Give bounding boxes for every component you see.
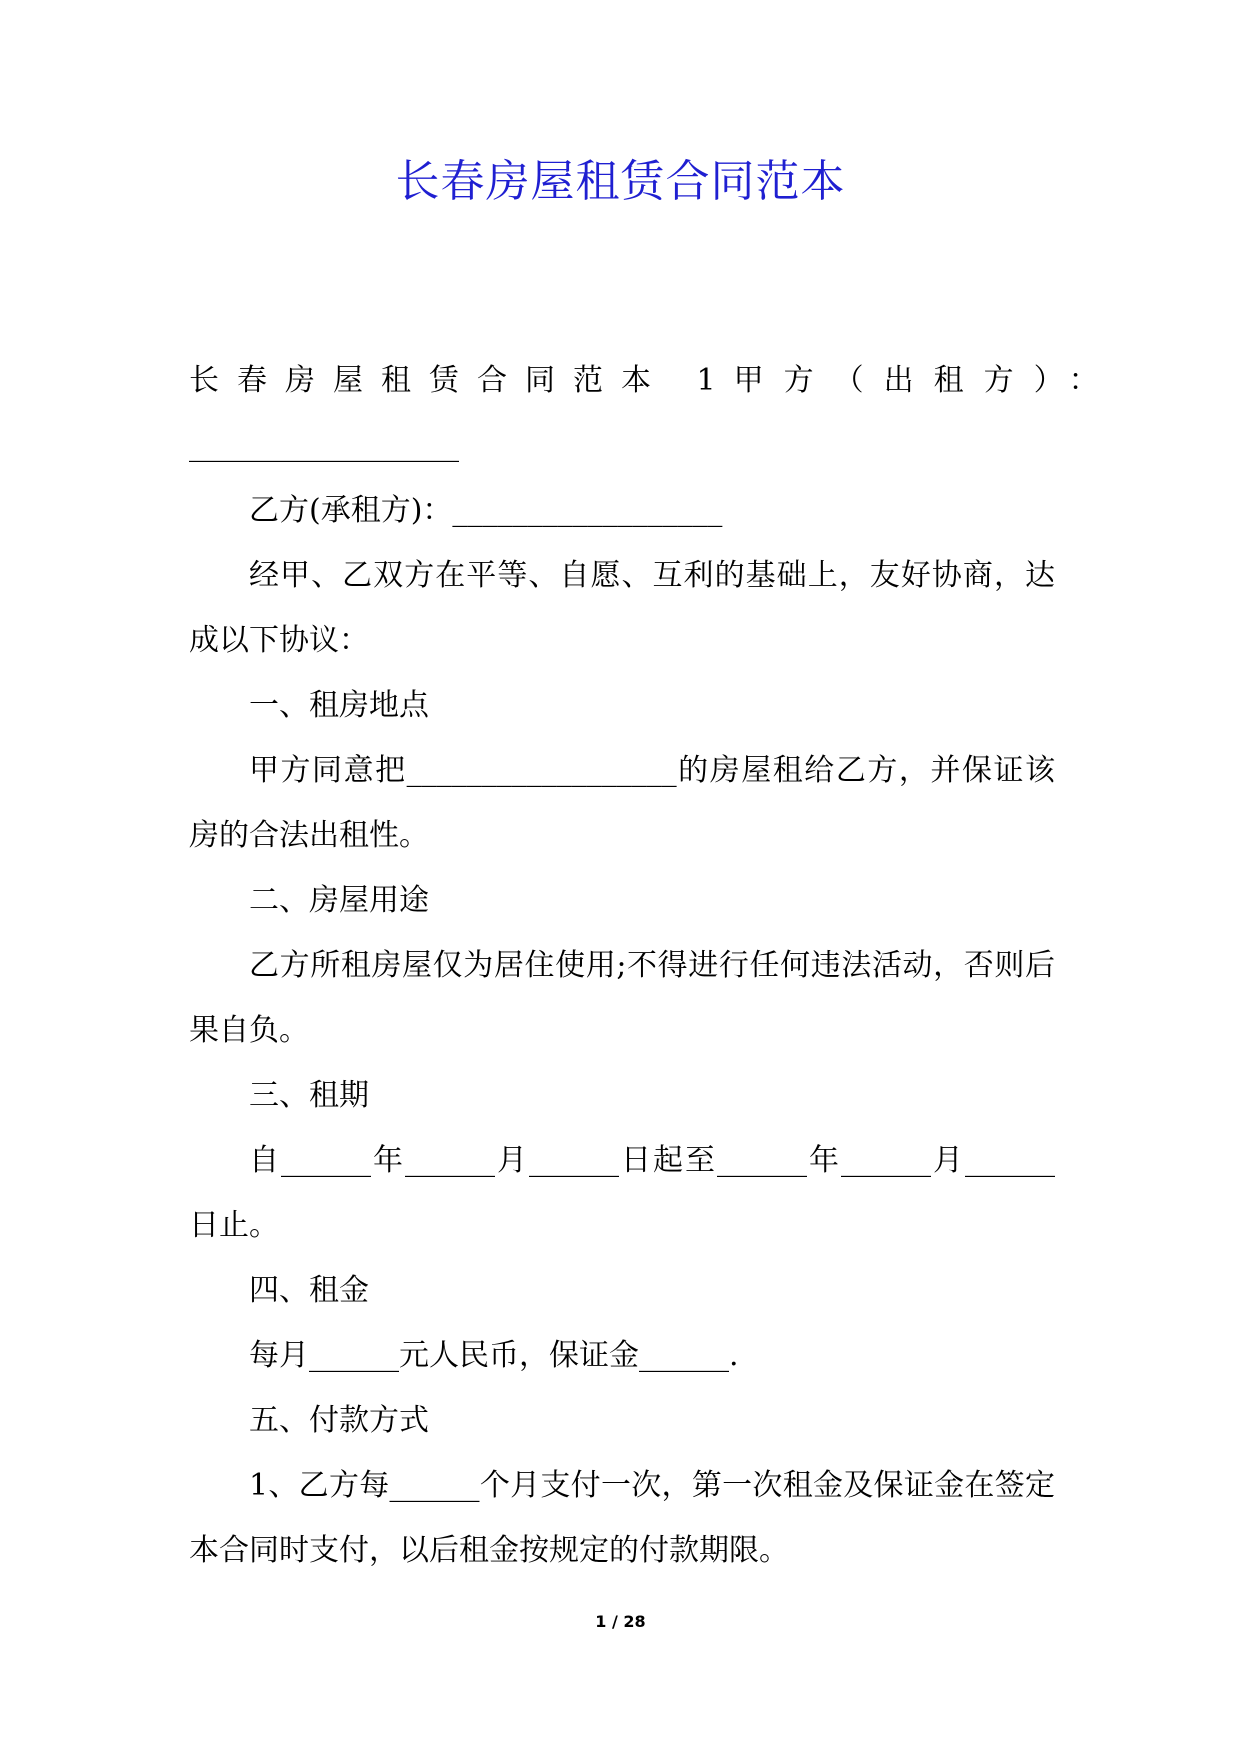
term-clause: 自______年______月______日起至______年______月______日止。 (189, 1143, 1055, 1243)
document-title: 长春房屋租赁合同范本 (395, 156, 846, 207)
agreement-intro: 经甲、乙双方在平等、自愿、互利的基础上，友好协商，达成以下协议： (189, 558, 1055, 658)
party-b-line: 乙方(承租方)：__________________ (249, 493, 723, 528)
document-body (189, 348, 1119, 1583)
page-number: 1 / 28 (595, 1612, 646, 1631)
first-line (189, 348, 1119, 413)
payment-clause: 1、乙方每______个月支付一次，第一次租金及保证金在签定本合同时支付，以后租金按规定的付款期限。 (189, 1468, 1055, 1568)
usage-clause: 乙方所租房屋仅为居住使用;不得进行任何违法活动，否则后果自负。 (189, 948, 1055, 1048)
section-heading-term: 三、租期 (249, 1078, 369, 1113)
section-heading-usage: 二、房屋用途 (249, 883, 429, 918)
location-clause: 甲方同意把__________________的房屋租给乙方，并保证该房的合法出租性。 (189, 753, 1055, 853)
rent-clause: 每月______元人民币，保证金______. (249, 1338, 739, 1373)
party-a-label: 甲方（出租方）： (733, 363, 1119, 398)
section-heading-payment: 五、付款方式 (249, 1403, 429, 1438)
section-heading-rent: 四、租金 (249, 1273, 369, 1308)
contract-heading-inline: 长春房屋租赁合同范本 1 (189, 363, 734, 398)
party-a-blank: __________________ (189, 428, 459, 463)
section-heading-location: 一、租房地点 (249, 688, 429, 723)
